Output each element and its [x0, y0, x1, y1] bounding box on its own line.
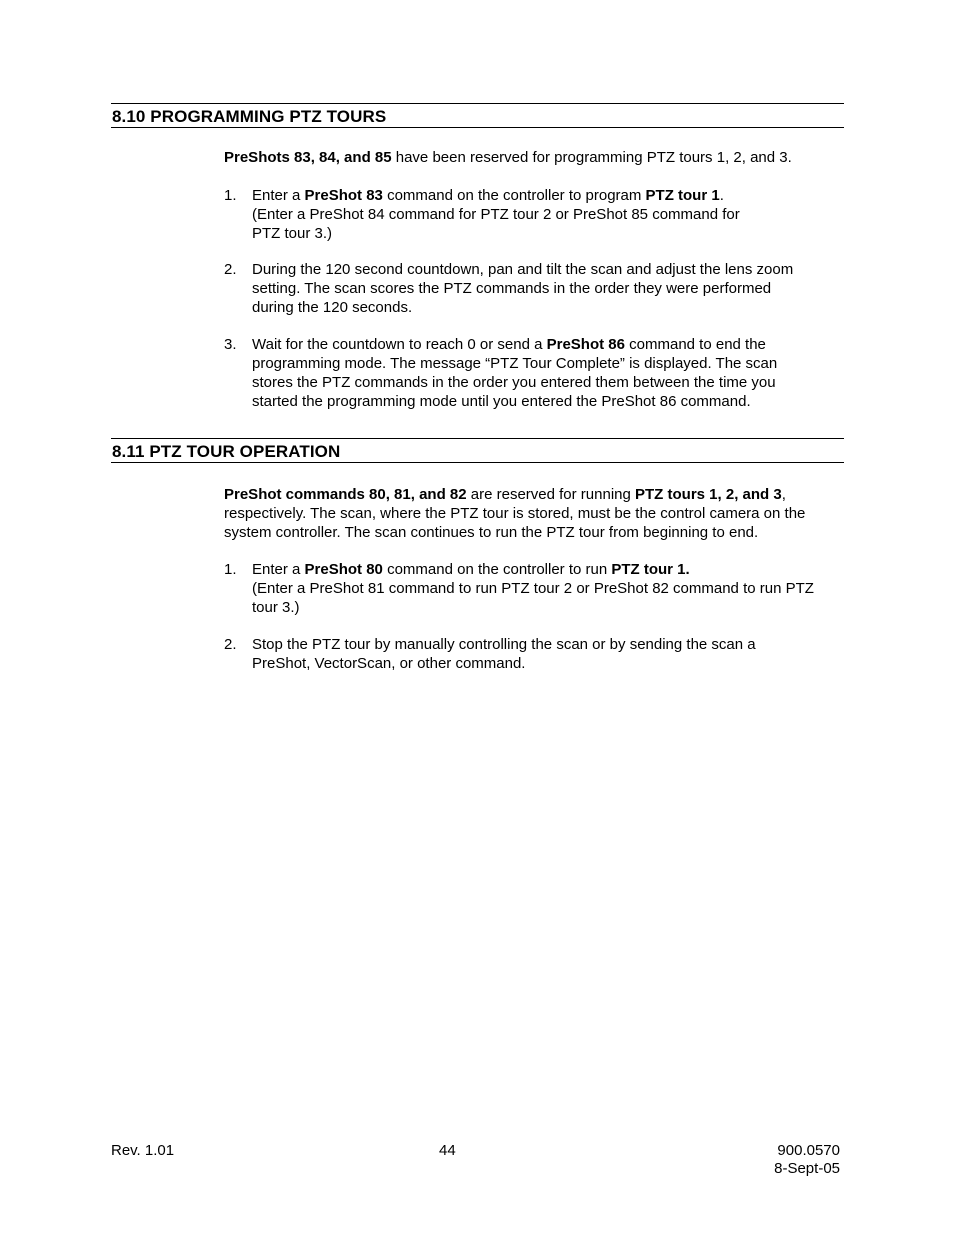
step-number: 3.	[224, 336, 237, 353]
footer-page-number: 44	[439, 1142, 456, 1159]
section2-intro: PreShot commands 80, 81, and 82 are reserved for running PTZ tours 1, 2, and 3, respectively. The scan, where the PTZ tour is stored, must be the control camera on the system controller. The scan continues to run the PTZ tour from beginning to end.	[224, 486, 806, 541]
step-number: 1.	[224, 561, 237, 578]
step-number: 2.	[224, 261, 237, 278]
step-number: 1.	[224, 187, 237, 204]
step-number: 2.	[224, 636, 237, 653]
footer-date: 8-Sept-05	[774, 1160, 840, 1177]
footer-doc-number: 900.0570	[777, 1142, 840, 1159]
section2-step-2: 2. Stop the PTZ tour by manually controlling the scan or by sending the scan a PreShot, VectorScan, or other command.	[224, 636, 756, 672]
section-title: 8.10 PROGRAMMING PTZ TOURS	[112, 107, 387, 126]
section1-step-2: 2. During the 120 second countdown, pan and tilt the scan and adjust the lens zoom setting. The scan scores the PTZ commands in the order they were performed during the 120 seconds.	[224, 261, 794, 316]
section2-step-1: 1. Enter a PreShot 80 command on the controller to run PTZ tour 1. (Enter a PreShot 81 command to run PTZ tour 2 or PreShot 82 command to run PTZ tour 3.)	[224, 561, 814, 616]
footer-doc-info	[774, 1142, 840, 1178]
section-heading-8-10	[111, 103, 844, 128]
section1-step-1: 1. Enter a PreShot 83 command on the controller to program PTZ tour 1. (Enter a PreShot 84 command for PTZ tour 2 or PreShot 85 command for PTZ tour 3.)	[224, 187, 740, 242]
section1-intro: PreShots 83, 84, and 85 have been reserved for programming PTZ tours 1, 2, and 3.	[224, 149, 792, 166]
section1-step-3: 3. Wait for the countdown to reach 0 or send a PreShot 86 command to end the programming mode. The message “PTZ Tour Complete” is displayed. The scan stores the PTZ commands in the order you entered them between the time you started the programming mode until you entered the PreShot 86 command.	[224, 336, 778, 410]
section-heading-8-11	[111, 438, 844, 463]
footer-revision: Rev. 1.01	[111, 1142, 175, 1159]
section-title: 8.11 PTZ TOUR OPERATION	[112, 442, 341, 461]
